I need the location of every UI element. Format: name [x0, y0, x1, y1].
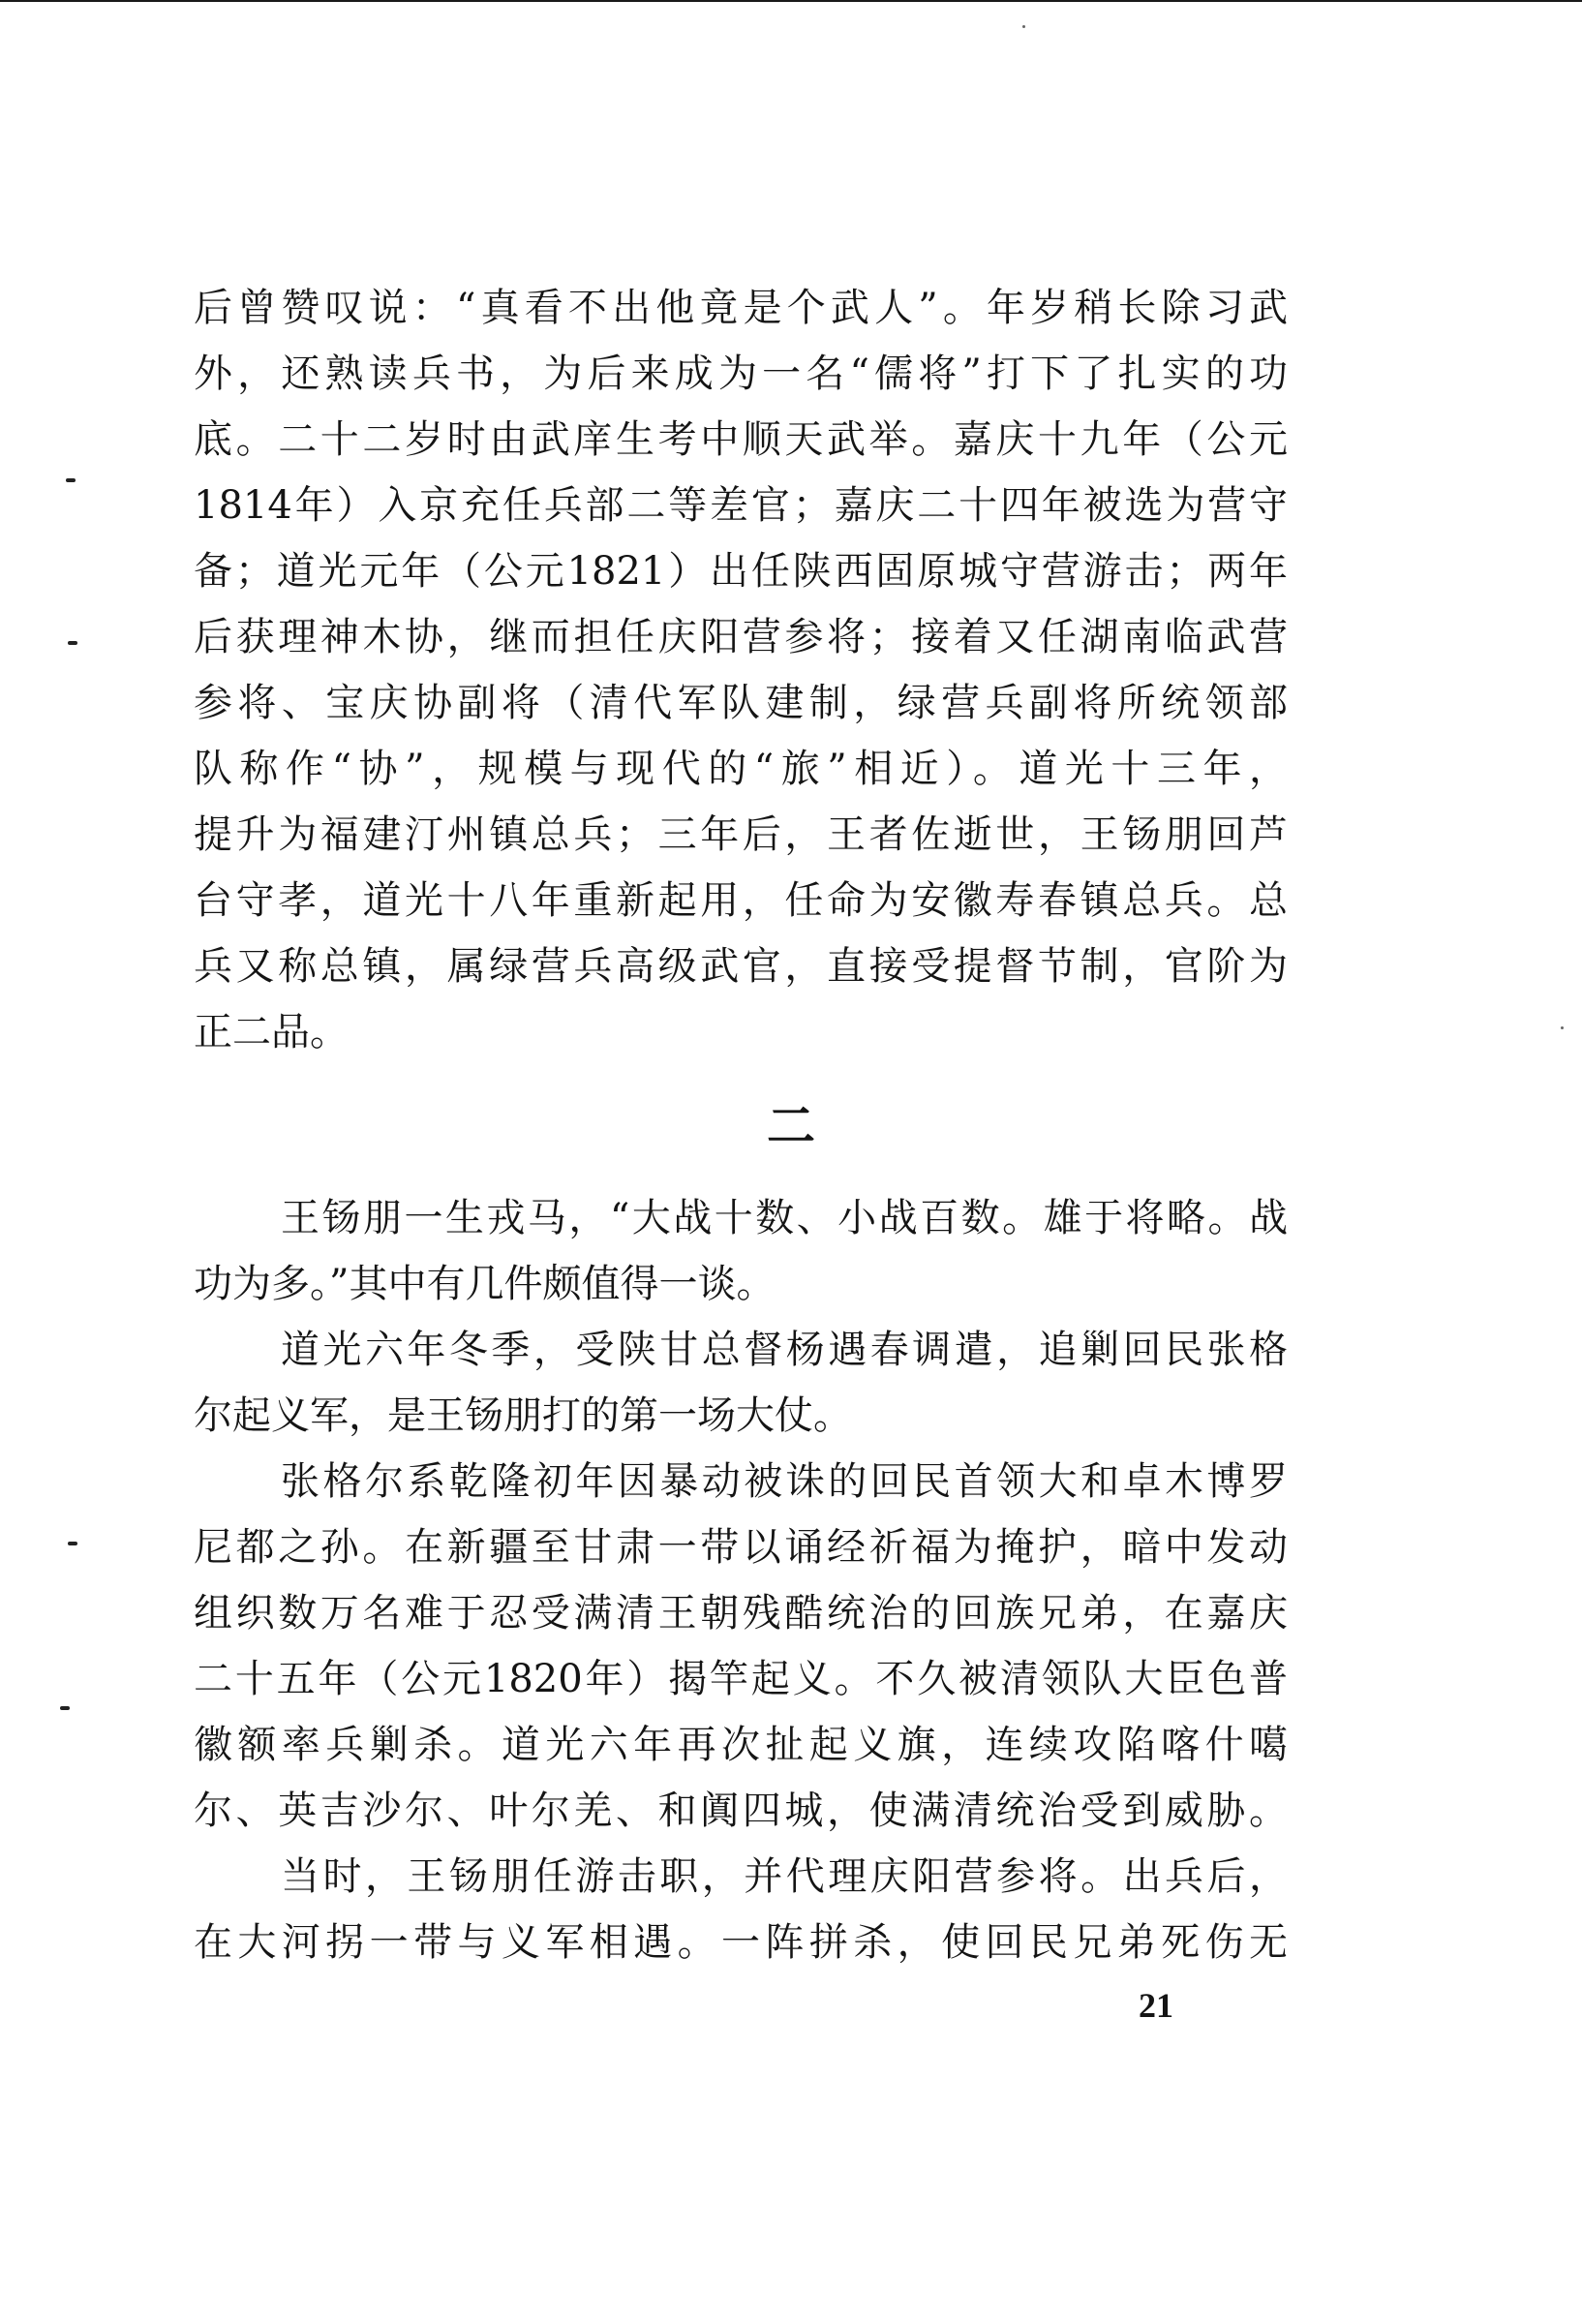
text-line: 1814年）入京充任兵部二等差官；嘉庆二十四年被选为营守 [194, 483, 1288, 528]
text-line: 后曾赞叹说：“真看不出他竟是个武人”。年岁稍长除习武 [194, 286, 1288, 330]
page-number: 21 [1139, 1986, 1173, 2025]
text-line: 功为多。”其中有几件颇值得一谈。 [194, 1262, 776, 1306]
text-line: 二十五年（公元1820年）揭竿起义。不久被清领队大臣色普 [194, 1657, 1288, 1701]
scan-speck [1022, 25, 1025, 28]
text-line: 队称作“协”，规模与现代的“旅”相近）。道光十三年， [194, 747, 1288, 791]
top-border-line [0, 0, 1582, 2]
text-line: 尔、英吉沙尔、叶尔羌、和阗四城，使满清统治受到威胁。 [194, 1789, 1288, 1833]
text-line: 备；道光元年（公元1821）出任陕西固原城守营游击；两年 [194, 549, 1288, 594]
text-line: 当时，王钖朋任游击职，并代理庆阳营参将。出兵后， [281, 1854, 1288, 1899]
text-line: 张格尔系乾隆初年因暴动被诛的回民首领大和卓木博罗 [281, 1459, 1288, 1504]
text-line: 台守孝，道光十八年重新起用，任命为安徽寿春镇总兵。总 [194, 878, 1288, 923]
text-line: 组织数万名难于忍受满清王朝残酷统治的回族兄弟，在嘉庆 [194, 1591, 1288, 1636]
text-line: 道光六年冬季，受陕甘总督杨遇春调遣，追剿回民张格 [281, 1328, 1288, 1372]
margin-mark [66, 478, 76, 482]
margin-mark [60, 1706, 70, 1710]
text-line: 底。二十二岁时由武庠生考中顺天武举。嘉庆十九年（公元 [194, 417, 1288, 462]
text-line: 后获理神木协，继而担任庆阳营参将；接着又任湖南临武营 [194, 615, 1288, 659]
text-line: 王钖朋一生戎马，“大战十数、小战百数。雄于将略。战 [281, 1196, 1288, 1240]
text-line: 在大河拐一带与义军相遇。一阵拼杀，使回民兄弟死伤无 [194, 1920, 1288, 1965]
text-line: 外，还熟读兵书，为后来成为一名“儒将”打下了扎实的功 [194, 352, 1288, 396]
text-line: 尔起义军，是王钖朋打的第一场大仗。 [194, 1393, 852, 1438]
text-line: 提升为福建汀州镇总兵；三年后，王者佐逝世，王钖朋回芦 [194, 812, 1288, 857]
text-line: 参将、宝庆协副将（清代军队建制，绿营兵副将所统领部 [194, 681, 1288, 725]
text-line: 徽额率兵剿杀。道光六年再次扯起义旗，连续攻陷喀什噶 [194, 1723, 1288, 1767]
text-line: 兵又称总镇，属绿营兵高级武官，直接受提督节制，官阶为 [194, 944, 1288, 989]
section-heading: 二 [767, 1098, 815, 1154]
margin-mark [68, 1542, 77, 1545]
margin-mark [68, 641, 77, 645]
text-line: 尼都之孙。在新疆至甘肃一带以诵经祈福为掩护，暗中发动 [194, 1525, 1288, 1570]
text-line: 正二品。 [194, 1010, 349, 1055]
scan-speck [1561, 1026, 1564, 1029]
